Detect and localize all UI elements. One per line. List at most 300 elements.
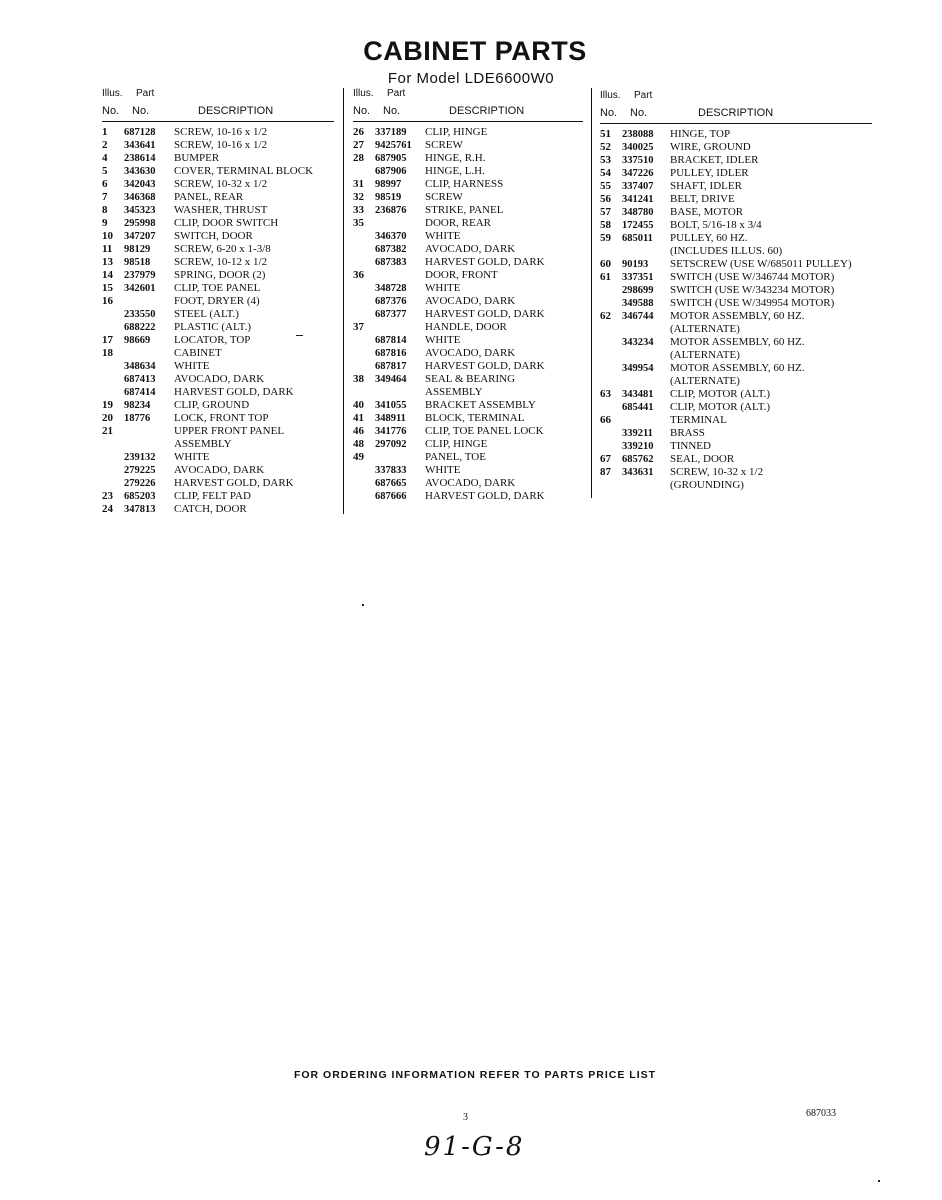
part-description: CABINET <box>174 347 222 359</box>
part-description: ASSEMBLY <box>425 386 483 398</box>
part-description: CLIP, TOE PANEL LOCK <box>425 425 544 437</box>
part-number: 238088 <box>622 129 654 140</box>
illus-number: 32 <box>353 191 364 203</box>
table-row <box>600 336 872 349</box>
part-number: 341241 <box>622 194 654 205</box>
illus-number <box>353 464 375 477</box>
part-description: BUMPER <box>174 152 220 164</box>
illus-number: 63 <box>600 388 611 400</box>
illus-number: 37 <box>353 321 364 333</box>
table-row <box>102 126 334 139</box>
part-description: CLIP, DOOR SWITCH <box>174 217 279 229</box>
table-row <box>353 334 583 347</box>
part-number: 343481 <box>622 389 654 400</box>
part-number <box>124 425 174 438</box>
illus-number: 26 <box>353 126 364 138</box>
part-description: SCREW, 10-12 x 1/2 <box>174 256 268 268</box>
part-description: SEAL & BEARING <box>425 373 516 385</box>
illus-number: 61 <box>600 271 611 283</box>
part-description: HARVEST GOLD, DARK <box>425 308 545 320</box>
part-description: MOTOR ASSEMBLY, 60 HZ. <box>670 310 805 322</box>
illus-number: 49 <box>353 451 364 463</box>
table-row <box>600 232 872 245</box>
table-row <box>353 464 583 477</box>
part-number <box>375 217 425 230</box>
table-row <box>353 152 583 165</box>
part-number: 348780 <box>622 207 654 218</box>
part-description: TINNED <box>670 440 711 452</box>
header-rule <box>102 121 334 122</box>
illus-number: 66 <box>600 414 611 426</box>
part-description: WASHER, THRUST <box>174 204 268 216</box>
table-row <box>600 453 872 466</box>
illus-number: 17 <box>102 334 113 346</box>
table-row <box>600 375 872 388</box>
part-number: 349588 <box>622 298 654 309</box>
part-number: 347813 <box>124 504 156 515</box>
part-description: ASSEMBLY <box>174 438 232 450</box>
part-number: 342601 <box>124 283 156 294</box>
part-description: HINGE, R.H. <box>425 152 486 164</box>
illus-number: 33 <box>353 204 364 216</box>
illus-number: 2 <box>102 139 108 151</box>
part-description: BRASS <box>670 427 705 439</box>
table-row <box>600 362 872 375</box>
illus-number <box>353 308 375 321</box>
part-number: 98997 <box>375 179 402 190</box>
table-row <box>102 165 334 178</box>
part-description: SWITCH, DOOR <box>174 230 253 242</box>
part-number: 687666 <box>375 491 407 502</box>
part-description: HARVEST GOLD, DARK <box>425 256 545 268</box>
illus-number: 10 <box>102 230 113 242</box>
illus-number <box>102 373 124 386</box>
illus-number: 5 <box>102 165 108 177</box>
part-number: 172455 <box>622 220 654 231</box>
table-row <box>600 193 872 206</box>
part-number <box>124 438 174 451</box>
illus-number: 55 <box>600 180 611 192</box>
illus-number: 52 <box>600 141 611 153</box>
part-number: 346744 <box>622 311 654 322</box>
table-row <box>600 466 872 479</box>
part-description: HARVEST GOLD, DARK <box>425 360 545 372</box>
part-description: SEAL, DOOR <box>670 453 735 465</box>
parts-column-2 <box>353 88 583 503</box>
ordering-footer: FOR ORDERING INFORMATION REFER TO PARTS PRICE LIST <box>293 1069 657 1081</box>
part-number: 346368 <box>124 192 156 203</box>
scan-speck <box>362 604 364 606</box>
table-row <box>102 243 334 256</box>
part-description: BELT, DRIVE <box>670 193 735 205</box>
table-row <box>353 282 583 295</box>
illus-number <box>353 165 375 178</box>
illus-number: 18 <box>102 347 113 359</box>
part-number: 349954 <box>622 363 654 374</box>
part-number: 348911 <box>375 413 406 424</box>
table-row <box>600 297 872 310</box>
table-row <box>600 141 872 154</box>
illus-number <box>353 282 375 295</box>
part-number: 348634 <box>124 361 156 372</box>
part-description: WHITE <box>425 464 461 476</box>
part-description: DOOR, REAR <box>425 217 492 229</box>
part-number: 687905 <box>375 153 407 164</box>
part-number: 337189 <box>375 127 407 138</box>
illus-number: 31 <box>353 178 364 190</box>
illus-number: 13 <box>102 256 113 268</box>
illus-number <box>600 362 622 375</box>
part-number: 347207 <box>124 231 156 242</box>
part-description: PLASTIC (ALT.) <box>174 321 251 333</box>
illus-number <box>353 347 375 360</box>
parts-column-1 <box>102 88 334 516</box>
part-description: WHITE <box>425 334 461 346</box>
header-illus-no: No. <box>600 107 618 119</box>
part-number: 233550 <box>124 309 156 320</box>
part-description: SCREW <box>425 139 463 151</box>
header-rule <box>600 123 872 124</box>
table-row <box>102 178 334 191</box>
part-description: WHITE <box>425 282 461 294</box>
part-description: SCREW, 10-16 x 1/2 <box>174 139 268 151</box>
illus-number: 27 <box>353 139 364 151</box>
illus-number: 20 <box>102 412 113 424</box>
part-description: AVOCADO, DARK <box>174 464 265 476</box>
table-row <box>600 440 872 453</box>
illus-number: 15 <box>102 282 113 294</box>
column-divider <box>591 88 592 498</box>
illus-number: 48 <box>353 438 364 450</box>
illus-number <box>600 375 622 388</box>
table-row <box>353 373 583 386</box>
part-number <box>622 414 670 427</box>
part-description: BOLT, 5/16-18 x 3/4 <box>670 219 762 231</box>
part-number: 18776 <box>124 413 151 424</box>
part-number: 337833 <box>375 465 407 476</box>
illus-number: 53 <box>600 154 611 166</box>
part-description: HINGE, TOP <box>670 128 731 140</box>
part-number: 687906 <box>375 166 407 177</box>
illus-number: 35 <box>353 217 364 229</box>
part-number: 687665 <box>375 478 407 489</box>
part-number: 297092 <box>375 439 407 450</box>
table-row <box>353 191 583 204</box>
illus-number <box>353 477 375 490</box>
part-description: WHITE <box>174 360 210 372</box>
illus-number: 36 <box>353 269 364 281</box>
header-rule <box>353 121 583 122</box>
part-number: 239132 <box>124 452 156 463</box>
table-row <box>353 243 583 256</box>
part-number <box>622 375 670 388</box>
header-part: Part <box>136 88 155 99</box>
table-row <box>600 414 872 427</box>
illus-number: 16 <box>102 295 113 307</box>
part-number: 347226 <box>622 168 654 179</box>
part-number: 687377 <box>375 309 407 320</box>
part-number: 298699 <box>622 285 654 296</box>
part-description: SCREW <box>425 191 463 203</box>
table-row <box>353 178 583 191</box>
illus-number <box>353 230 375 243</box>
table-row <box>102 503 334 516</box>
table-row <box>600 180 872 193</box>
table-row <box>600 271 872 284</box>
illus-number <box>600 297 622 310</box>
illus-number <box>353 295 375 308</box>
header-description: DESCRIPTION <box>698 107 774 119</box>
part-number <box>375 451 425 464</box>
table-row <box>353 451 583 464</box>
table-row <box>600 427 872 440</box>
table-row <box>102 425 334 438</box>
illus-number: 9 <box>102 217 108 229</box>
illus-number <box>102 464 124 477</box>
table-row <box>353 269 583 282</box>
part-number: 687413 <box>124 374 156 385</box>
illus-number: 54 <box>600 167 611 179</box>
illus-number <box>600 440 622 453</box>
illus-number <box>102 438 124 451</box>
table-row <box>102 191 334 204</box>
illus-number: 8 <box>102 204 108 216</box>
illus-number: 56 <box>600 193 611 205</box>
part-number: 687814 <box>375 335 407 346</box>
table-row <box>353 425 583 438</box>
part-description: SCREW, 10-32 x 1/2 <box>670 466 764 478</box>
part-description: DOOR, FRONT <box>425 269 498 281</box>
table-row <box>600 206 872 219</box>
illus-number: 4 <box>102 152 108 164</box>
part-number <box>622 479 670 492</box>
table-row <box>102 360 334 373</box>
part-description: AVOCADO, DARK <box>425 347 516 359</box>
table-row <box>102 256 334 269</box>
part-number: 98234 <box>124 400 151 411</box>
part-description: STRIKE, PANEL <box>425 204 504 216</box>
illus-number: 62 <box>600 310 611 322</box>
part-description: AVOCADO, DARK <box>425 243 516 255</box>
table-row <box>353 490 583 503</box>
part-number: 343641 <box>124 140 156 151</box>
illus-number <box>600 336 622 349</box>
page-title: CABINET PARTS <box>363 36 587 66</box>
table-row <box>600 167 872 180</box>
column-header <box>353 88 583 121</box>
illus-number <box>600 427 622 440</box>
part-number: 343234 <box>622 337 654 348</box>
part-number <box>622 245 670 258</box>
header-part-no: No. <box>383 105 401 117</box>
part-description: (GROUNDING) <box>670 479 744 491</box>
table-row <box>600 284 872 297</box>
part-description: COVER, TERMINAL BLOCK <box>174 165 314 177</box>
table-row <box>353 256 583 269</box>
page-number: 3 <box>463 1112 468 1123</box>
part-description: (ALTERNATE) <box>670 349 740 361</box>
illus-number: 14 <box>102 269 113 281</box>
illus-number: 41 <box>353 412 364 424</box>
part-description: SPRING, DOOR (2) <box>174 269 266 281</box>
header-part-no: No. <box>630 107 648 119</box>
part-number: 341055 <box>375 400 407 411</box>
illus-number: 28 <box>353 152 364 164</box>
illus-number: 24 <box>102 503 113 515</box>
table-row <box>102 139 334 152</box>
part-description: SCREW, 10-32 x 1/2 <box>174 178 268 190</box>
table-row <box>353 477 583 490</box>
illus-number: 6 <box>102 178 108 190</box>
part-number: 685203 <box>124 491 156 502</box>
table-row <box>102 451 334 464</box>
illus-number: 40 <box>353 399 364 411</box>
part-description: CLIP, TOE PANEL <box>174 282 261 294</box>
part-description: UPPER FRONT PANEL <box>174 425 285 437</box>
part-number: 98519 <box>375 192 402 203</box>
part-number <box>622 323 670 336</box>
part-description: HARVEST GOLD, DARK <box>425 490 545 502</box>
part-number: 342043 <box>124 179 156 190</box>
illus-number <box>600 284 622 297</box>
part-number <box>622 349 670 362</box>
part-description: SHAFT, IDLER <box>670 180 742 192</box>
table-row <box>353 321 583 334</box>
illus-number: 60 <box>600 258 611 270</box>
illus-number <box>102 386 124 399</box>
part-description: CLIP, FELT PAD <box>174 490 251 502</box>
illus-number: 21 <box>102 425 113 437</box>
table-row <box>353 295 583 308</box>
part-description: PANEL, TOE <box>425 451 486 463</box>
header-illus: Illus. <box>102 88 123 99</box>
table-row <box>102 490 334 503</box>
table-row <box>600 245 872 258</box>
part-description: CLIP, GROUND <box>174 399 250 411</box>
part-number: 687817 <box>375 361 407 372</box>
table-row <box>353 438 583 451</box>
part-number <box>375 269 425 282</box>
header-part-no: No. <box>132 105 150 117</box>
part-number: 348728 <box>375 283 407 294</box>
part-number: 685011 <box>622 233 653 244</box>
header-description: DESCRIPTION <box>449 105 525 117</box>
part-number: 279225 <box>124 465 156 476</box>
part-number: 340025 <box>622 142 654 153</box>
table-row <box>102 321 334 334</box>
parts-column-3 <box>600 90 872 492</box>
part-description: SCREW, 6-20 x 1-3/8 <box>174 243 271 255</box>
illus-number <box>600 401 622 414</box>
illus-number <box>102 321 124 334</box>
illus-number <box>102 308 124 321</box>
part-description: SCREW, 10-16 x 1/2 <box>174 126 268 138</box>
illus-number <box>600 323 622 336</box>
part-description: SWITCH (USE W/349954 MOTOR) <box>670 297 835 309</box>
part-number: 90193 <box>622 259 649 270</box>
part-description: SWITCH (USE W/343234 MOTOR) <box>670 284 835 296</box>
illus-number <box>600 349 622 362</box>
illus-number: 23 <box>102 490 113 502</box>
table-row <box>102 308 334 321</box>
table-row <box>102 295 334 308</box>
part-description: WIRE, GROUND <box>670 141 751 153</box>
part-description: CLIP, MOTOR (ALT.) <box>670 401 771 413</box>
part-number: 687414 <box>124 387 156 398</box>
part-description: BRACKET ASSEMBLY <box>425 399 536 411</box>
table-row <box>353 230 583 243</box>
header-illus-no: No. <box>353 105 371 117</box>
scan-speck <box>296 335 303 336</box>
part-description: (ALTERNATE) <box>670 375 740 387</box>
table-row <box>102 438 334 451</box>
illus-number <box>102 477 124 490</box>
part-number <box>375 386 425 399</box>
part-number: 237979 <box>124 270 156 281</box>
part-description: BASE, MOTOR <box>670 206 744 218</box>
part-description: TERMINAL <box>670 414 727 426</box>
table-row <box>600 349 872 362</box>
illus-number <box>353 334 375 347</box>
illus-number: 11 <box>102 243 113 255</box>
part-description: MOTOR ASSEMBLY, 60 HZ. <box>670 336 805 348</box>
column-divider <box>343 88 344 514</box>
illus-number: 7 <box>102 191 108 203</box>
table-row <box>600 388 872 401</box>
part-description: CLIP, HINGE <box>425 126 488 138</box>
part-description: BRACKET, IDLER <box>670 154 759 166</box>
header-description: DESCRIPTION <box>198 105 274 117</box>
part-number: 687376 <box>375 296 407 307</box>
document-number: 687033 <box>806 1108 836 1119</box>
part-description: (INCLUDES ILLUS. 60) <box>670 245 783 257</box>
part-number <box>124 295 174 308</box>
part-description: LOCK, FRONT TOP <box>174 412 269 424</box>
part-description: LOCATOR, TOP <box>174 334 251 346</box>
part-number: 337510 <box>622 155 654 166</box>
illus-number <box>600 245 622 258</box>
column-header <box>600 90 872 123</box>
illus-number: 59 <box>600 232 611 244</box>
part-description: CLIP, HARNESS <box>425 178 504 190</box>
part-number: 341776 <box>375 426 407 437</box>
part-description: STEEL (ALT.) <box>174 308 239 320</box>
part-number: 343631 <box>622 467 654 478</box>
part-number: 687383 <box>375 257 407 268</box>
table-row <box>102 386 334 399</box>
table-row <box>102 477 334 490</box>
part-number: 337407 <box>622 181 654 192</box>
illus-number <box>353 386 375 399</box>
illus-number: 19 <box>102 399 113 411</box>
part-number: 687816 <box>375 348 407 359</box>
part-number: 295998 <box>124 218 156 229</box>
table-row <box>600 310 872 323</box>
header-part: Part <box>634 90 653 101</box>
illus-number <box>353 243 375 256</box>
part-number: 349464 <box>375 374 407 385</box>
part-number: 238614 <box>124 153 156 164</box>
table-row <box>353 412 583 425</box>
table-row <box>102 269 334 282</box>
table-row <box>600 154 872 167</box>
part-number: 98669 <box>124 335 151 346</box>
illus-number <box>600 479 622 492</box>
illus-number: 57 <box>600 206 611 218</box>
parts-list <box>353 126 583 503</box>
header-part: Part <box>387 88 406 99</box>
parts-list <box>102 126 334 516</box>
